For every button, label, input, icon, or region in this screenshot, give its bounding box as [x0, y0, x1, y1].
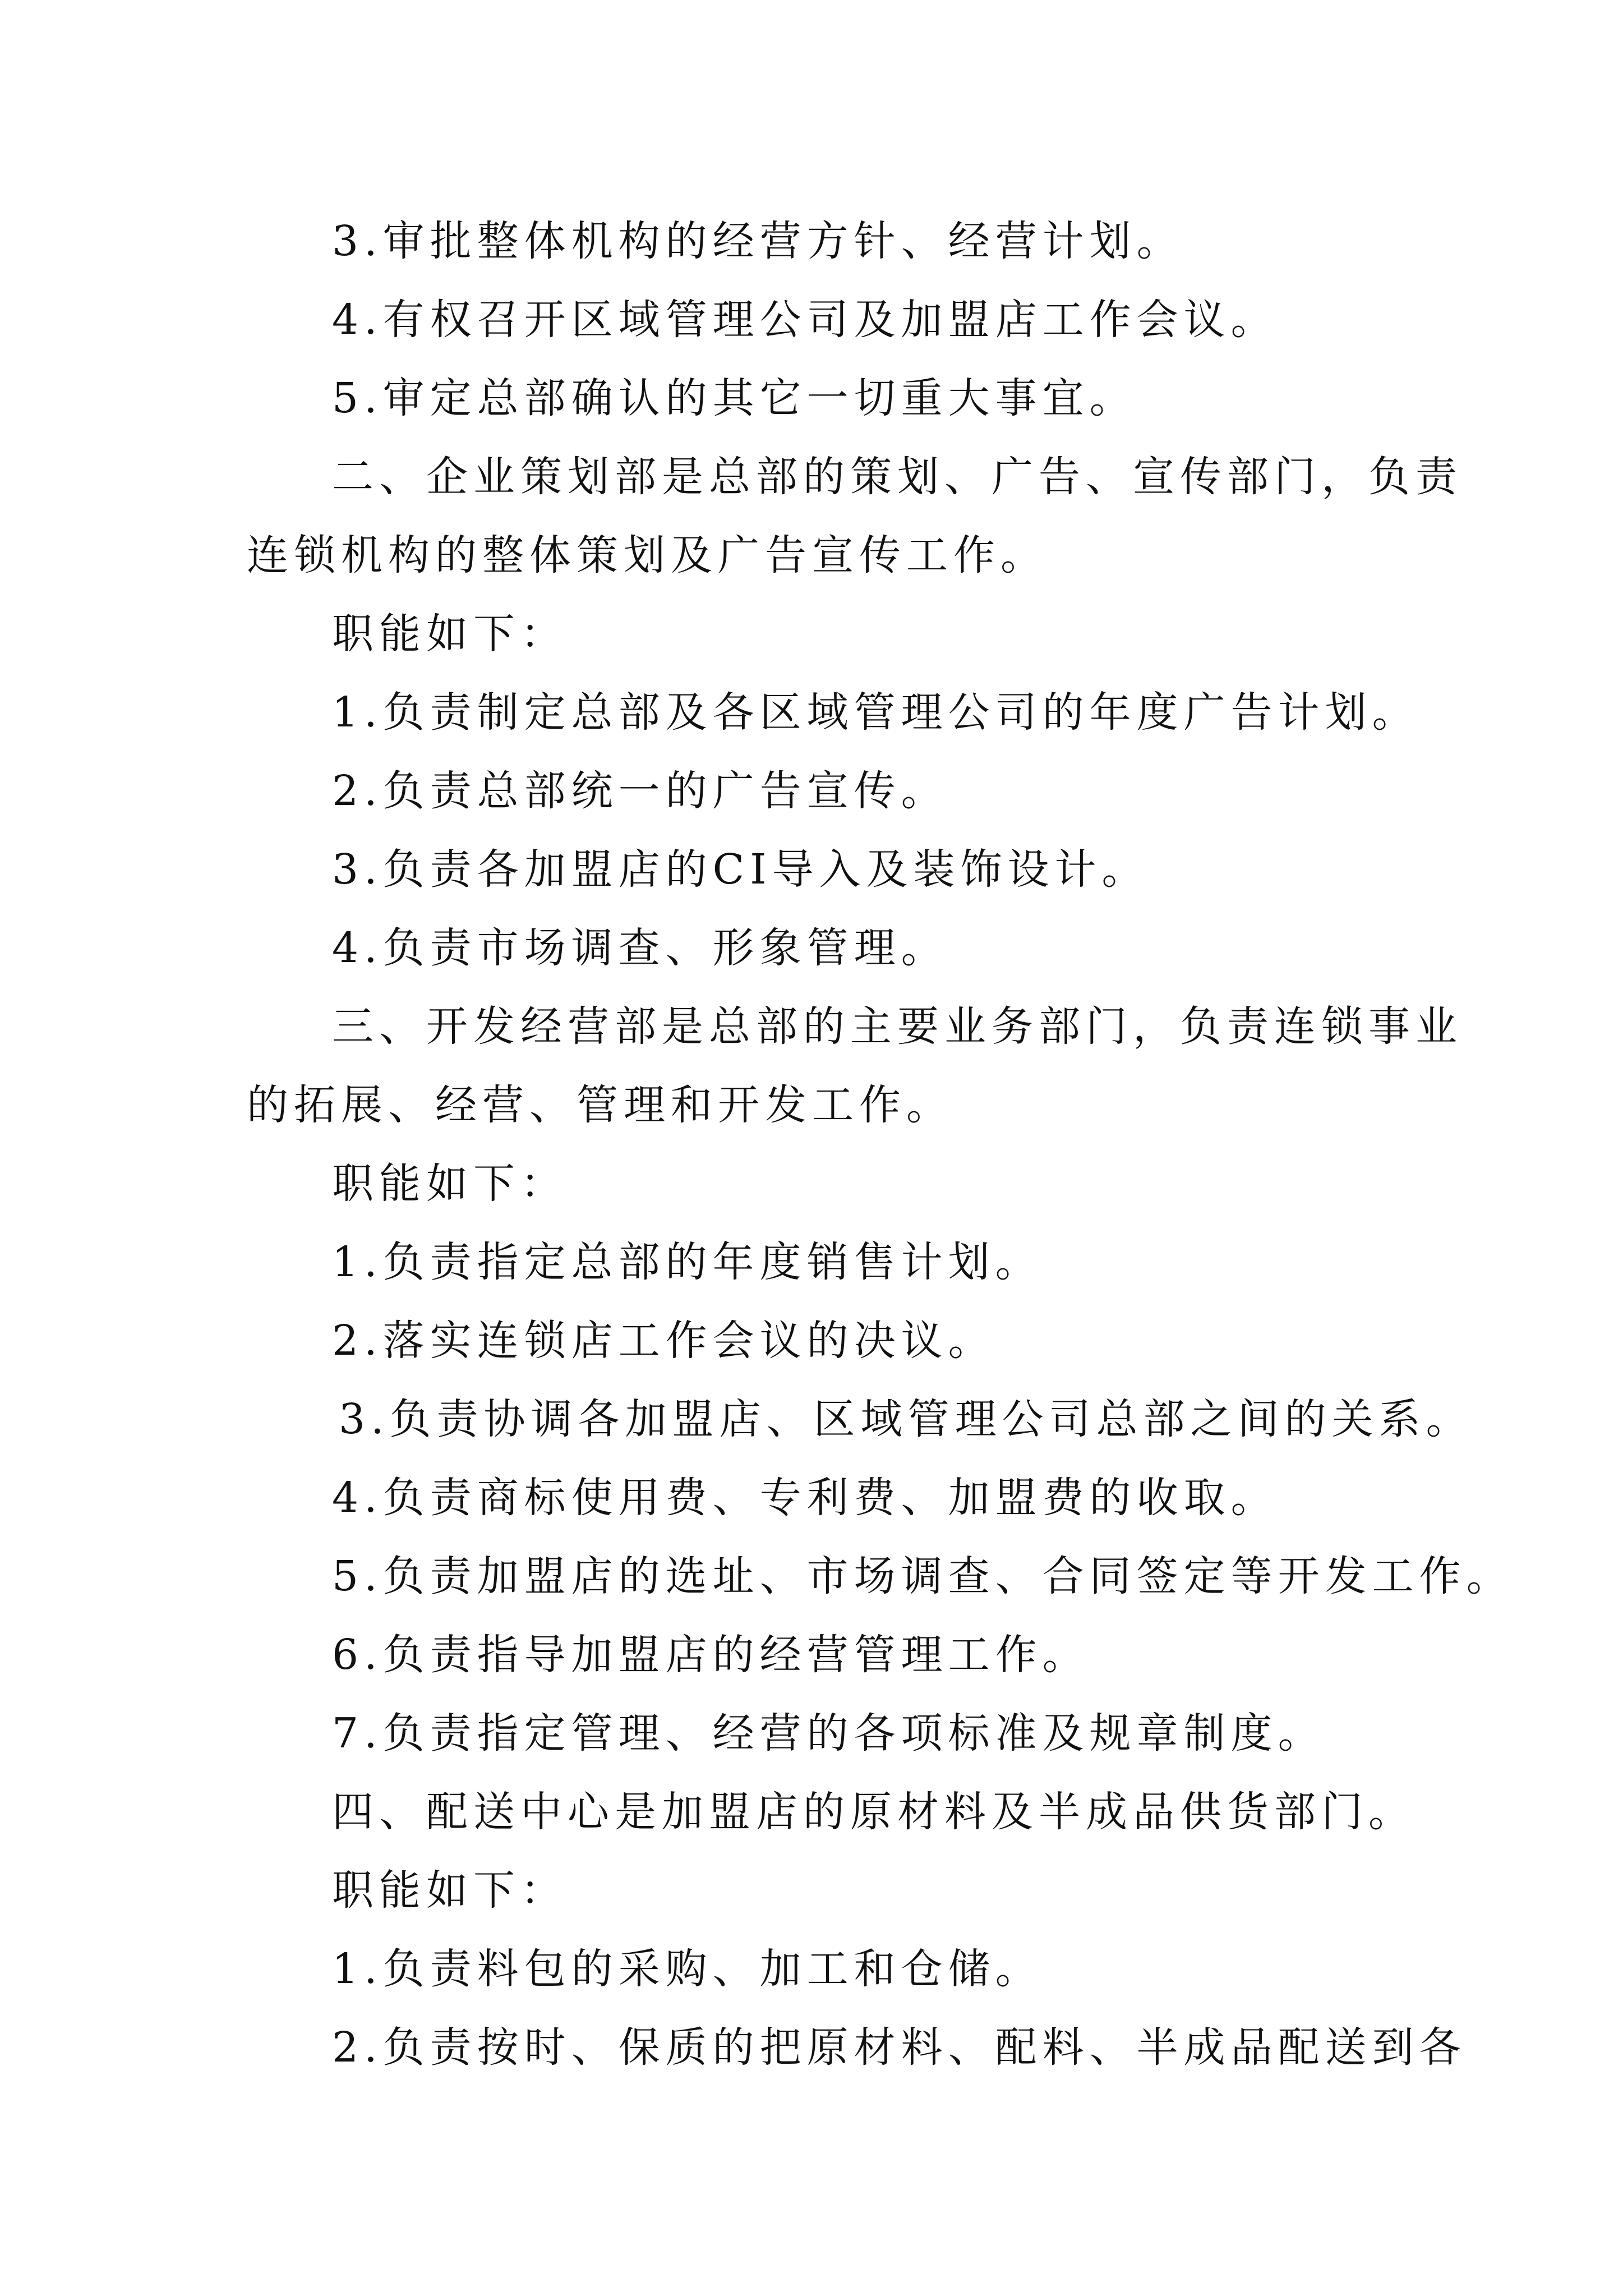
- text-line-19: 6.负责指导加盟店的经营管理工作。: [332, 1631, 1090, 1679]
- text-line-15: 2.落实连锁店工作会议的决议。: [332, 1317, 995, 1365]
- text-line-8: 2.负责总部统一的广告宣传。: [332, 767, 948, 815]
- text-line-24: 2.负责按时、保质的把原材料、配料、半成品配送到各: [332, 2023, 1467, 2072]
- text-line-1: 3.审批整体机构的经营方针、经营计划。: [332, 217, 1184, 265]
- text-line-20: 7.负责指定管理、经营的各项标准及规章制度。: [332, 1709, 1325, 1757]
- text-line-4: 二、企业策划部是总部的策划、广告、宣传部门，负责: [332, 453, 1463, 501]
- text-line-16: 3.负责协调各加盟店、区域管理公司总部之间的关系。: [339, 1395, 1473, 1443]
- text-line-22: 职能如下：: [332, 1866, 568, 1915]
- text-line-12: 的拓展、经营、管理和开发工作。: [247, 1081, 953, 1129]
- text-line-7: 1.负责制定总部及各区域管理公司的年度广告计划。: [332, 688, 1419, 737]
- text-line-13: 职能如下：: [332, 1159, 568, 1208]
- text-line-14: 1.负责指定总部的年度销售计划。: [332, 1238, 1043, 1286]
- text-line-17: 4.负责商标使用费、专利费、加盟费的收取。: [332, 1474, 1278, 1522]
- text-line-21: 四、配送中心是加盟店的原材料及半成品供货部门。: [332, 1788, 1415, 1836]
- text-line-6: 职能如下：: [332, 610, 568, 658]
- text-line-2: 4.有权召开区域管理公司及加盟店工作会议。: [332, 296, 1278, 344]
- text-line-18: 5.负责加盟店的选址、市场调查、合同签定等开发工作。: [332, 1552, 1514, 1600]
- text-line-5: 连锁机构的整体策划及广告宣传工作。: [247, 531, 1048, 579]
- text-line-3: 5.审定总部确认的其它一切重大事宜。: [332, 374, 1137, 422]
- text-line-10: 4.负责市场调查、形象管理。: [332, 924, 948, 972]
- text-line-23: 1.负责料包的采购、加工和仓储。: [332, 1945, 1043, 1993]
- text-line-9: 3.负责各加盟店的CI导入及装饰设计。: [332, 845, 1149, 894]
- text-line-11: 三、开发经营部是总部的主要业务部门，负责连锁事业: [332, 1002, 1463, 1051]
